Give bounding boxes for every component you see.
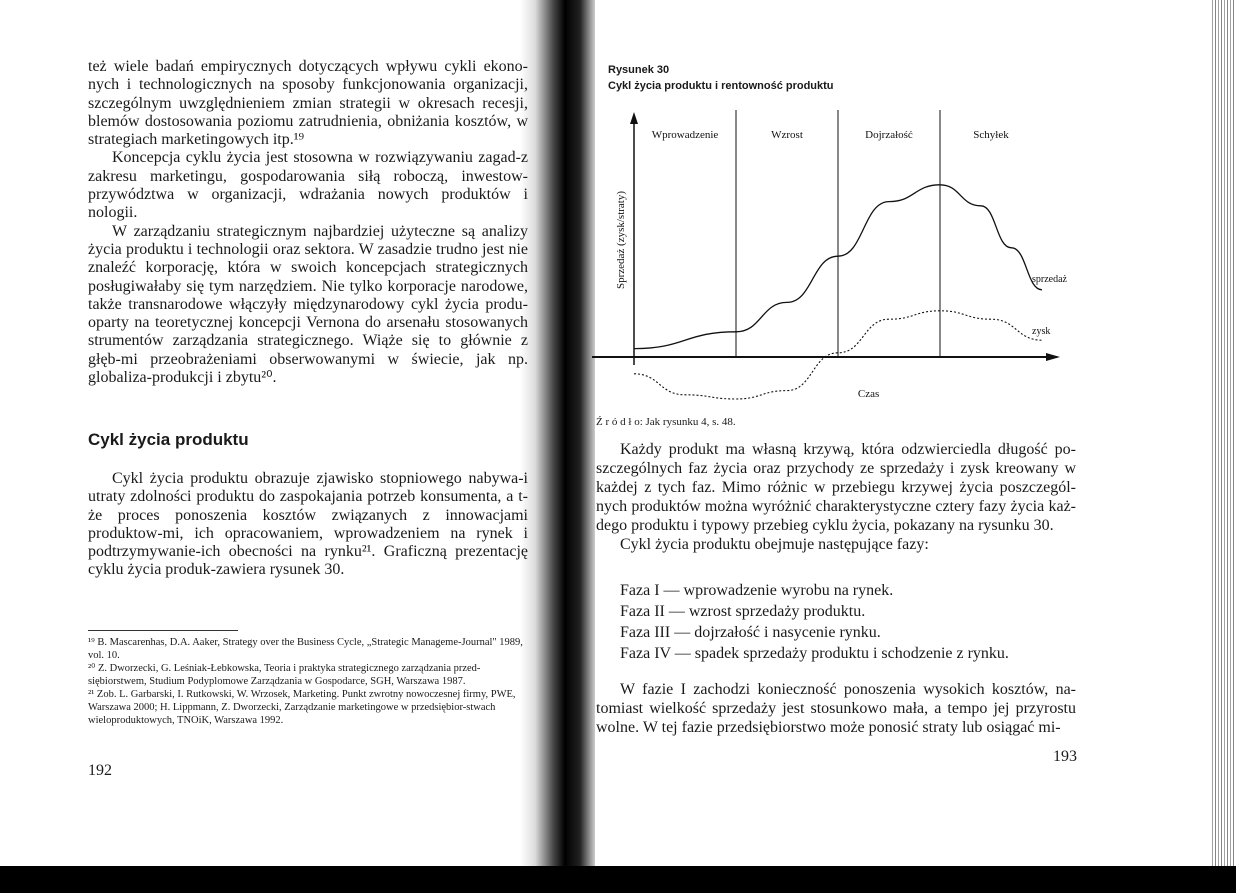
paragraph: Cykl życia produktu obejmuje następujące fazy:	[620, 536, 929, 553]
footnote: ¹⁹ B. Mascarenhas, D.A. Aaker, Strategy over the Business Cycle, „Strategic Manageme-Journal" 1989, vol. 10.	[88, 637, 523, 661]
footnote-rule	[88, 630, 238, 631]
list-item: Faza III — dojrzałość i nasycenie rynku.	[620, 624, 881, 641]
footnote: ²⁰ Z. Dworzecki, G. Leśniak-Łebkowska, Teoria i praktyka strategicznego zarządzania przed-siębiorstwem, Studium Podyplomowe Zarządzania w Gospodarce, SGH, Warszawa 1987.	[88, 663, 481, 687]
list-item: Faza I — wprowadzenie wyrobu na rynek.	[620, 582, 894, 599]
page-number: 193	[1053, 748, 1077, 765]
y-axis-label: Sprzedaż (zysk/straty)	[615, 190, 627, 290]
sales-label: sprzedaż	[1032, 273, 1067, 285]
footnotes	[88, 636, 538, 727]
phase-label: Dojrzałość	[865, 129, 913, 141]
paragraph: Cykl życia produktu obrazuje zjawisko stopniowego nabywa-i utraty zdolności produktu do zaspokajania potrzeb konsumenta, a t-że proces ponoszenia kosztów związanych z innowacjami produktow-mi, ich opracowaniem, wprowadzeniem na rynek i podtrzymywanie-ich obecności na rynku²¹. Graficzną prezentację cyklu życia produk-zawiera rysunek 30.	[88, 470, 528, 579]
figure-title: Cykl życia produktu i rentowność produktu	[608, 80, 834, 92]
left-text-block-2	[88, 470, 528, 580]
profit-label: zysk	[1032, 326, 1051, 338]
phase-list	[620, 580, 1009, 664]
figure-caption	[608, 62, 834, 94]
paragraph: też wiele badań empirycznych dotyczących wpływu cykli ekono-nych i technologicznych na sposoby funkcjonowania organizacji, szczególnym uwzględnieniem zmian strategii w okresach recesji, blemów dostosowania poziomu zatrudnienia, obniżania kosztów, w strategiach marketingowych itp.¹⁹	[88, 58, 528, 149]
x-axis-arrow	[1046, 353, 1060, 361]
left-text-block	[88, 58, 528, 387]
phase-label: Schyłek	[973, 129, 1009, 141]
y-axis-arrow	[630, 112, 638, 124]
paragraph: Każdy produkt ma własną krzywą, która odzwierciedla długość po-szczególnych faz życia oraz przychody ze sprzedaży i zysk kreowany w każdej z tych faz. Mimo różnic w przebiegu krzywej życia poszczegól-nych produktów można wyróżnić charakterystyczne cztery fazy życia każ-dego produktu i typowy przebieg cyklu życia, pokazany na rysunku 30.	[596, 441, 1076, 534]
page-edges	[1210, 0, 1236, 893]
list-item: Faza II — wzrost sprzedaży produktu.	[620, 603, 866, 620]
figure-label: Rysunek 30	[608, 64, 670, 76]
right-text-block	[596, 440, 1076, 554]
phase-label: Wprowadzenie	[651, 129, 719, 141]
paragraph: W fazie I zachodzi konieczność ponoszenia wysokich kosztów, na-tomiast wielkość sprzedaży jest stosunkowo mała, a tempo jej przyrostu wolne. W tej fazie przedsiębiorstwo może ponosić straty lub osiągać mi-	[596, 681, 1076, 736]
paragraph: Koncepcja cyklu życia jest stosowna w rozwiązywaniu zagad-z zakresu marketingu, gospodarowania siłą roboczą, inwestow-przywództwa w organizacji, wdrażania nowych produktów i nologii.	[88, 149, 528, 222]
paragraph: W zarządzaniu strategicznym najbardziej użyteczne są analizy życia produktu i technologii oraz sektora. W zasadzie trudno jest nie znaleźć korporację, która w swoich koncepcjach strategicznych posługiwałaby się tym narzędziem. Nie tylko korporacje narodowe, także transnarodowe włączyły międzynarodowy cykl życia produ-oparty na teoretycznej koncepcji Vernona do arsenału stosowanych strumentów zarządzania strategicznego. Wiąże się to głównie z głęb-mi przeobrażeniami obserwowanymi w świecie, jak np. globaliza-produkcji i zbytu²⁰.	[88, 222, 528, 387]
product-life-cycle-chart	[592, 100, 1082, 410]
book-gutter	[520, 0, 595, 870]
right-text-block-2	[596, 680, 1076, 737]
footnote: ²¹ Zob. L. Garbarski, I. Rutkowski, W. Wrzosek, Marketing. Punkt zwrotny nowoczesnej firmy, PWE, Warszawa 2000; H. Lippmann, Z. Dworzecki, Zarządzanie marketingowe w przedsiębior-stwach wieloproduktowych, TNOiK, Warszawa 1992.	[88, 689, 516, 726]
scan-border	[0, 866, 1236, 893]
page-number: 192	[88, 762, 112, 779]
section-heading: Cykl życia produktu	[88, 430, 249, 449]
phase-label: Wzrost	[771, 129, 803, 141]
figure-source: Ź r ó d ł o: Jak rysunku 4, s. 48.	[596, 416, 736, 428]
x-axis-label: Czas	[857, 388, 880, 400]
list-item: Faza IV — spadek sprzedaży produktu i schodzenie z rynku.	[620, 645, 1009, 662]
